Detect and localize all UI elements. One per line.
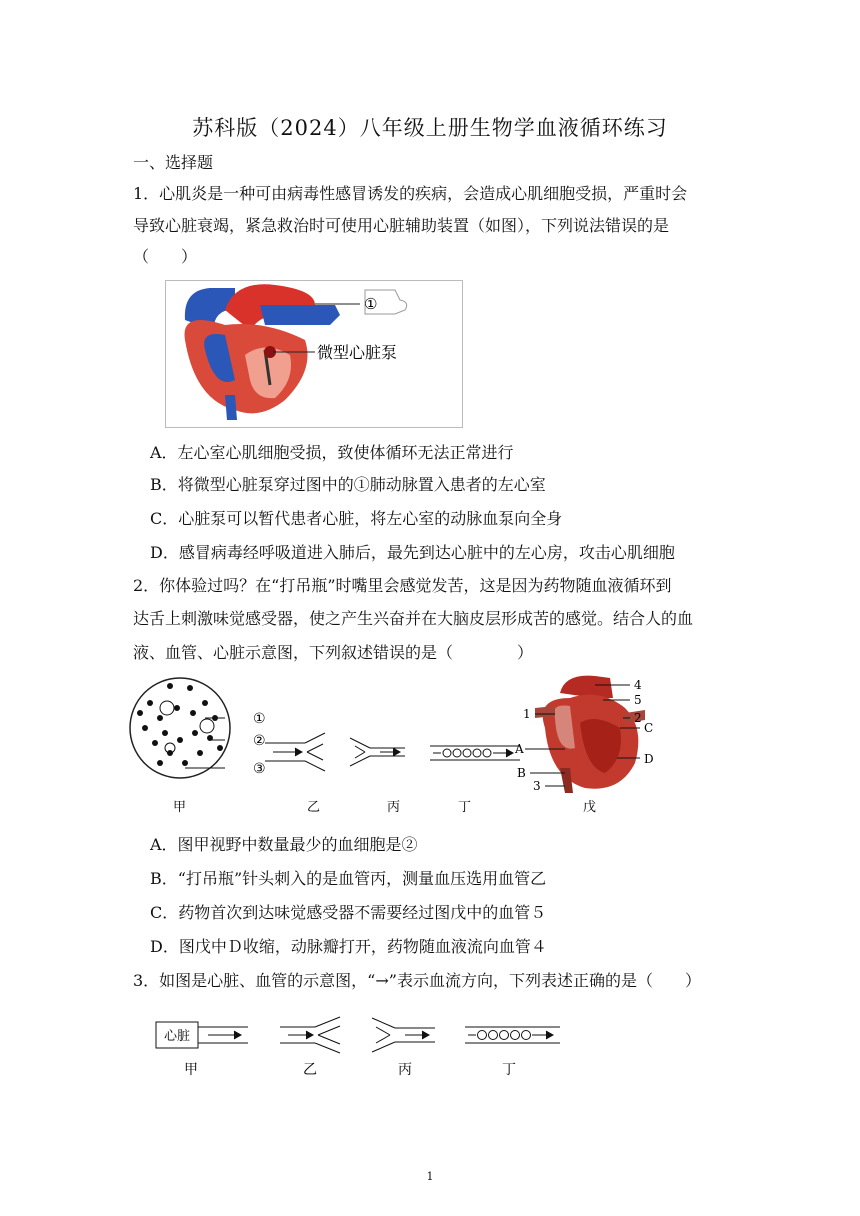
blood-vessel-heart-figure bbox=[125, 668, 685, 818]
q3-caption-bing: 丙 bbox=[398, 1062, 412, 1078]
caption-jia: 甲 bbox=[173, 800, 187, 815]
inferior-vena-cava-shape bbox=[225, 395, 237, 420]
heart-label-5: 5 bbox=[634, 693, 642, 707]
q2-option-b[interactable]: B．“打吊瓶”针头刺入的是血管丙，测量血压选用血管乙 bbox=[150, 869, 547, 888]
vessel-ding-3 bbox=[465, 1027, 560, 1043]
q2-option-d[interactable]: D．图戊中Ｄ收缩，动脉瓣打开，药物随血液流向血管４ bbox=[150, 937, 547, 956]
page-number: 1 bbox=[426, 1170, 434, 1183]
vessel-yi bbox=[265, 733, 325, 771]
q2-option-a[interactable]: A．图甲视野中数量最少的血细胞是② bbox=[150, 835, 418, 854]
q1-option-a[interactable]: A．左心室心肌细胞受损，致使体循环无法正常进行 bbox=[150, 443, 514, 462]
heart-label-1: 1 bbox=[523, 707, 531, 721]
heart-label-c: C bbox=[644, 721, 654, 735]
q3-caption-yi: 乙 bbox=[303, 1062, 317, 1078]
heart-pump-figure bbox=[165, 280, 465, 430]
heart-box-label: 心脏 bbox=[163, 1029, 191, 1044]
caption-wu: 戊 bbox=[583, 800, 597, 815]
q2-text-line1: 2．你体验过吗？在“打吊瓶”时嘴里会感觉发苦，这是因为药物随血液循环到 bbox=[133, 576, 672, 595]
vessel-bing bbox=[350, 738, 405, 766]
vessel-bing-3 bbox=[372, 1018, 435, 1052]
vessel-jia bbox=[198, 1027, 248, 1043]
heart-diagram bbox=[535, 676, 645, 793]
pulmonary-artery-shape bbox=[260, 305, 340, 325]
caption-bing: 丙 bbox=[387, 800, 401, 815]
q3-caption-ding: 丁 bbox=[502, 1062, 516, 1078]
circle-label-1: ① bbox=[253, 711, 266, 727]
circle-label-2: ② bbox=[253, 733, 266, 749]
q3-text-line1: 3．如图是心脏、血管的示意图，“→”表示血流方向，下列表述正确的是（ ） bbox=[133, 971, 701, 990]
heart-label-d: D bbox=[644, 752, 654, 766]
vessel-yi-3 bbox=[280, 1017, 340, 1053]
heart-label-3: 3 bbox=[533, 779, 541, 793]
q1-option-c[interactable]: C．心脏泵可以暂代患者心脏，将左心室的动脉血泵向全身 bbox=[150, 509, 563, 528]
q1-option-d[interactable]: D．感冒病毒经呼吸道进入肺后，最先到达心脏中的左心房，攻击心肌细胞 bbox=[150, 543, 675, 562]
caption-ding: 丁 bbox=[458, 800, 472, 815]
heart-label-a: A bbox=[515, 742, 524, 756]
q2-text-line3: 液、血管、心脏示意图，下列叙述错误的是（ ） bbox=[133, 643, 534, 662]
page-title: 苏科版（2024）八年级上册生物学血液循环练习 bbox=[192, 116, 668, 140]
label-1: ① bbox=[364, 295, 378, 313]
q1-text-line2: 导致心脏衰竭，紧急救治时可使用心脏辅助装置（如图），下列说法错误的是 bbox=[133, 216, 670, 235]
heart-vessel-figure bbox=[150, 1010, 570, 1085]
q2-text-line2: 达舌上刺激味觉感受器，使之产生兴奋并在大脑皮层形成苦的感觉。结合人的血 bbox=[133, 609, 694, 628]
vessel-ding bbox=[430, 746, 520, 760]
q1-text-line1: 1．心肌炎是一种可由病毒性感冒诱发的疾病，会造成心肌细胞受损，严重时会 bbox=[133, 184, 688, 203]
heart-label-2: 2 bbox=[634, 711, 642, 725]
heart-label-b: B bbox=[517, 766, 526, 780]
pump-label: 微型心脏泵 bbox=[317, 343, 398, 362]
q1-answer-blank: （ ） bbox=[133, 247, 198, 266]
q1-option-b[interactable]: B．将微型心脏泵穿过图中的①肺动脉置入患者的左心室 bbox=[150, 475, 546, 494]
q3-caption-jia: 甲 bbox=[184, 1062, 198, 1078]
heart-label-4: 4 bbox=[634, 678, 642, 692]
section-heading: 一、选择题 bbox=[133, 153, 214, 172]
q2-option-c[interactable]: C．药物首次到达味觉感受器不需要经过图戊中的血管５ bbox=[150, 903, 547, 922]
circle-label-3: ③ bbox=[253, 761, 266, 777]
caption-yi: 乙 bbox=[307, 800, 321, 815]
